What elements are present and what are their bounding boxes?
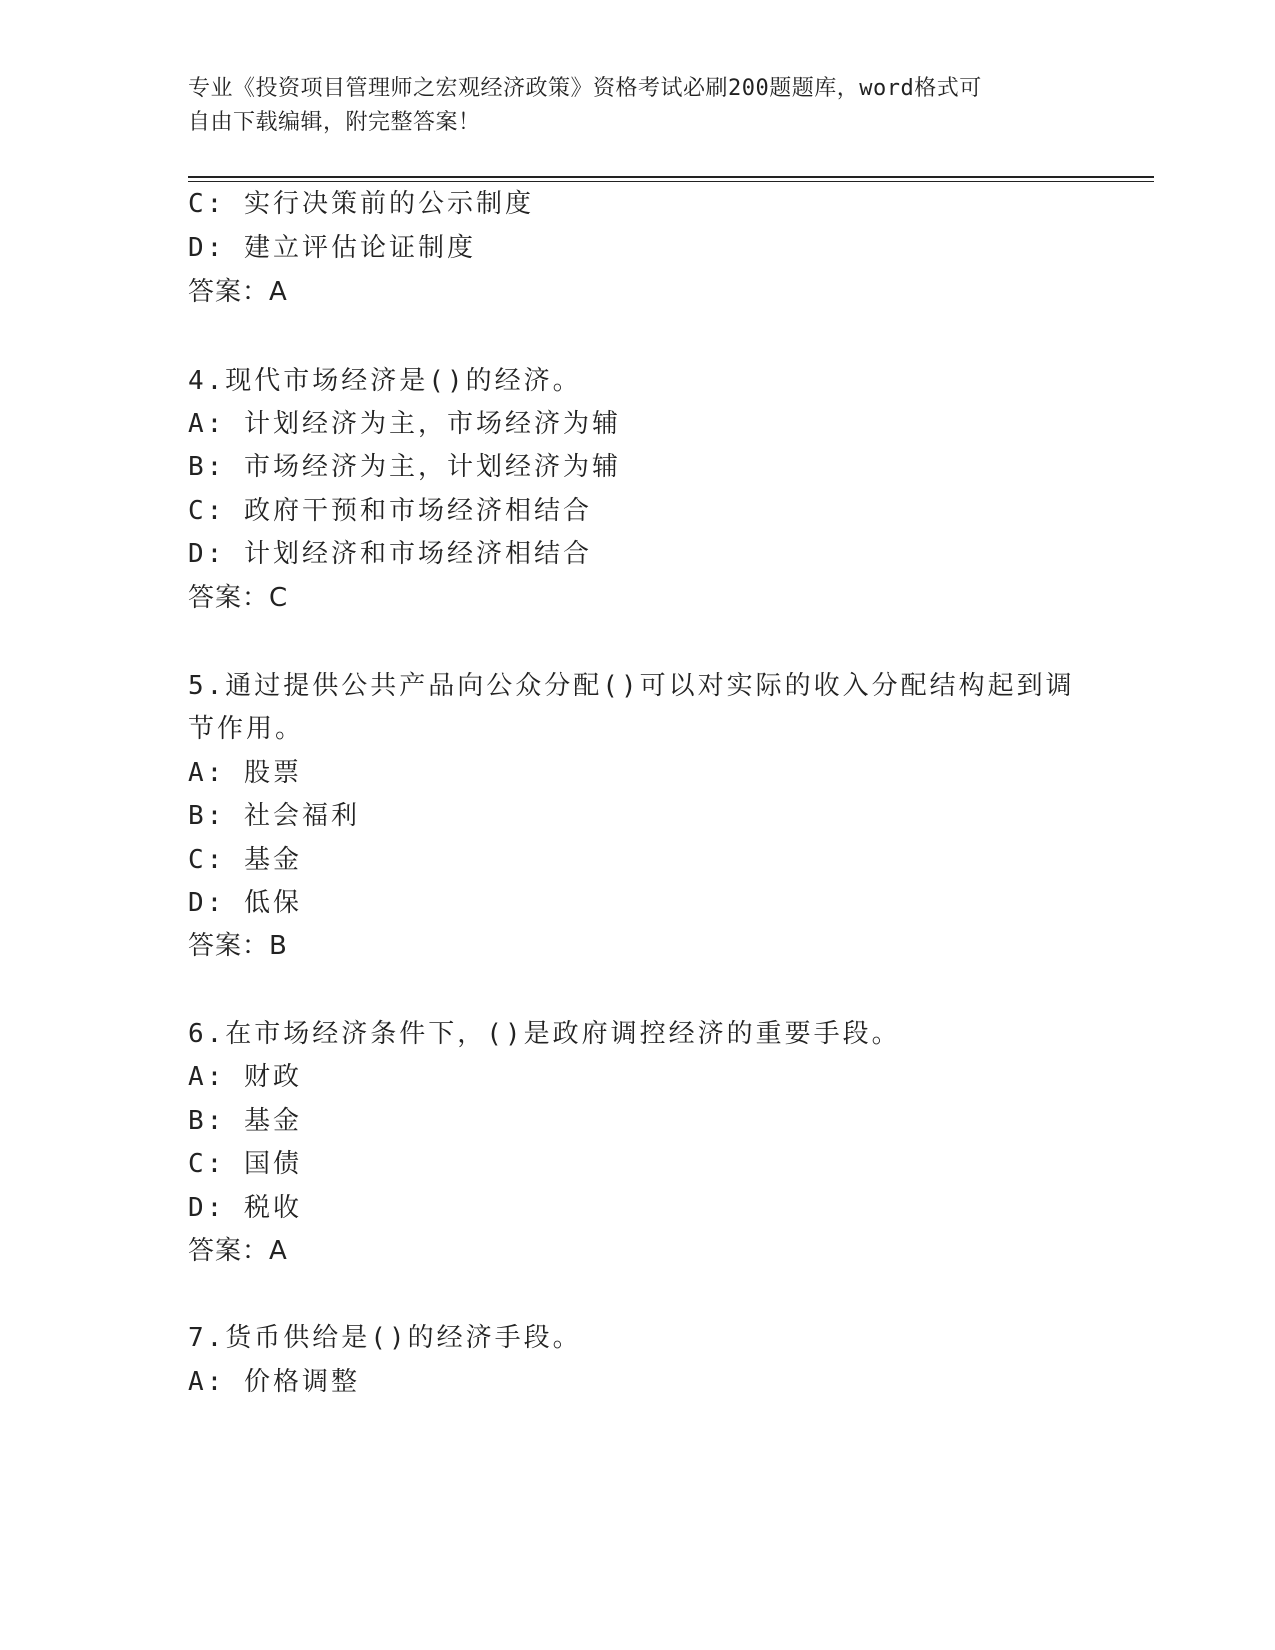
q6-option-c: C: 国债 <box>188 1149 302 1179</box>
header-line-2: 自由下载编辑，附完整答案！ <box>188 110 481 135</box>
document-header <box>188 72 1088 140</box>
q6-option-a: A: 财政 <box>188 1062 302 1092</box>
q5-option-a: A: 股票 <box>188 758 302 788</box>
q5-option-b: B: 社会福利 <box>188 801 360 831</box>
q3-option-c: C: 实行决策前的公示制度 <box>188 189 534 219</box>
q4-option-b: B: 市场经济为主，计划经济为辅 <box>188 452 621 482</box>
q3-option-d: D: 建立评估论证制度 <box>188 233 476 263</box>
header-line-1: 专业《投资项目管理师之宏观经济政策》资格考试必刷200题题库，word格式可 <box>188 76 982 101</box>
q5-answer: 答案：B <box>188 931 288 961</box>
q5-question-line-2: 节作用。 <box>188 714 305 744</box>
q6-question: 6.在市场经济条件下，()是政府调控经济的重要手段。 <box>188 1019 901 1049</box>
header-divider <box>188 176 1154 178</box>
q3-answer: 答案：A <box>188 277 288 307</box>
q4-option-d: D: 计划经济和市场经济相结合 <box>188 539 592 569</box>
q5-option-c: C: 基金 <box>188 845 302 875</box>
q6-answer: 答案：A <box>188 1236 288 1266</box>
q5-question-line-1: 5.通过提供公共产品向公众分配()可以对实际的收入分配结构起到调 <box>188 671 1075 701</box>
q4-answer: 答案：C <box>188 583 289 613</box>
q4-option-c: C: 政府干预和市场经济相结合 <box>188 496 592 526</box>
q7-option-a: A: 价格调整 <box>188 1367 360 1397</box>
q4-option-a: A: 计划经济为主，市场经济为辅 <box>188 409 621 439</box>
header-divider-thin <box>188 181 1154 182</box>
q4-question: 4.现代市场经济是()的经济。 <box>188 366 582 396</box>
q5-option-d: D: 低保 <box>188 888 302 918</box>
q6-option-b: B: 基金 <box>188 1106 302 1136</box>
q7-question: 7.货币供给是()的经济手段。 <box>188 1323 582 1353</box>
q6-option-d: D: 税收 <box>188 1193 302 1223</box>
